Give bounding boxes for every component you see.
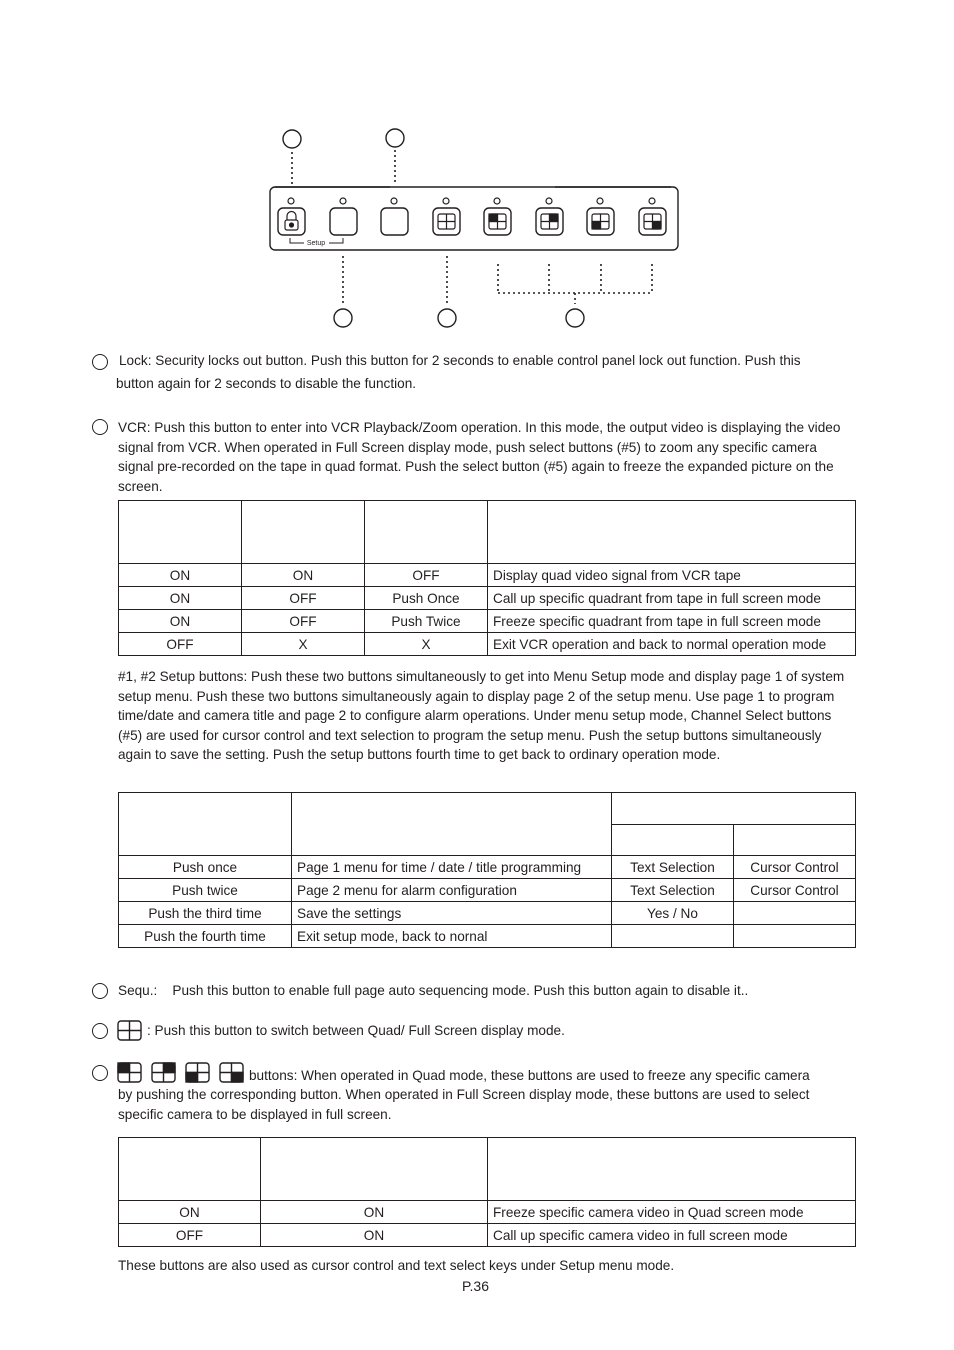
item-circle-1 [92, 354, 108, 370]
quad-description: : Push this button to switch between Quad/ Full Screen display mode. [147, 1023, 565, 1038]
lock-description [119, 351, 879, 371]
select-inline-icons [117, 1062, 247, 1084]
lock-icon [285, 212, 298, 231]
item-circle-2 [92, 419, 108, 435]
table-row: OFF X X Exit VCR operation and back to normal operation mode [119, 633, 856, 656]
sequ-description: Sequ.: Push this button to enable full page auto sequencing mode. Push this button again to disable it.. [118, 983, 749, 998]
lock-line-1: Lock: Security locks out button. Push this button for 2 seconds to enable control panel lock out function. Push this [119, 353, 801, 368]
table-row: ON OFF Push Once Call up specific quadrant from tape in full screen mode [119, 587, 856, 610]
item-circle-5 [92, 1065, 108, 1081]
page-number: P.36 [462, 1278, 489, 1294]
setup-table [118, 792, 856, 948]
callout-circle-4 [438, 309, 456, 327]
select-description-rest: by pushing the corresponding button. When operated in Full Screen display mode, these buttons are used to select specific camera to be displayed in full screen. [118, 1087, 810, 1122]
callout-circle-3 [334, 309, 352, 327]
control-panel-diagram [0, 0, 954, 340]
item-circle-3 [92, 983, 108, 999]
vcr-button [330, 208, 357, 235]
setup-label: Setup [306, 240, 326, 247]
footer-note: These buttons are also used as cursor control and text select keys under Setup menu mode. [118, 1258, 675, 1273]
table-row: Push the fourth time Exit setup mode, back to nornal [119, 925, 856, 948]
table-row: OFF ON Call up specific camera video in full screen mode [119, 1224, 856, 1247]
quad-inline-icon [117, 1020, 143, 1042]
setup-description: #1, #2 Setup buttons: Push these two buttons simultaneously to get into Menu Setup mode and display page 1 of system setup menu. Push these two buttons simultaneously again to display page 2 of the setup menu. Use page 1 to program time/date and camera title and page 2 to configure alarm operations. Under menu setup mode, Channel Select buttons (#5) are used for cursor control and text selection to program the setup menu. Push the setup buttons simultaneously again to save the setting. Push the setup buttons fourth time to get back to ordinary operation mode. [118, 669, 845, 762]
callout-circle-2 [386, 129, 404, 147]
table-row: ON ON OFF Display quad video signal from VCR tape [119, 564, 856, 587]
select-description-lead: buttons: When operated in Quad mode, these buttons are used to freeze any specific camera [249, 1068, 810, 1083]
vcr-table [118, 500, 856, 656]
table-row: Push once Page 1 menu for time / date / title programming Text Selection Cursor Control [119, 856, 856, 879]
table-row: ON OFF Push Twice Freeze specific quadrant from tape in full screen mode [119, 610, 856, 633]
table-row: Push the third time Save the settings Yes / No [119, 902, 856, 925]
table-row: Push twice Page 2 menu for alarm configuration Text Selection Cursor Control [119, 879, 856, 902]
table-row: ON ON Freeze specific camera video in Quad screen mode [119, 1201, 856, 1224]
lock-line-2: button again for 2 seconds to disable the function. [116, 376, 417, 391]
callout-circle-1 [283, 130, 301, 148]
item-circle-4 [92, 1023, 108, 1039]
sequ-button [381, 208, 408, 235]
select-table [118, 1137, 856, 1247]
callout-circle-5 [566, 309, 584, 327]
vcr-description: VCR: Push this button to enter into VCR Playback/Zoom operation. In this mode, the output video is displaying the video signal from VCR. When operated in Full Screen display mode, push select buttons (#5) to zoom any specific camera signal pre-recorded on the tape in quad format. Push the select button (#5) again to freeze the expanded picture on the screen. [118, 420, 841, 494]
